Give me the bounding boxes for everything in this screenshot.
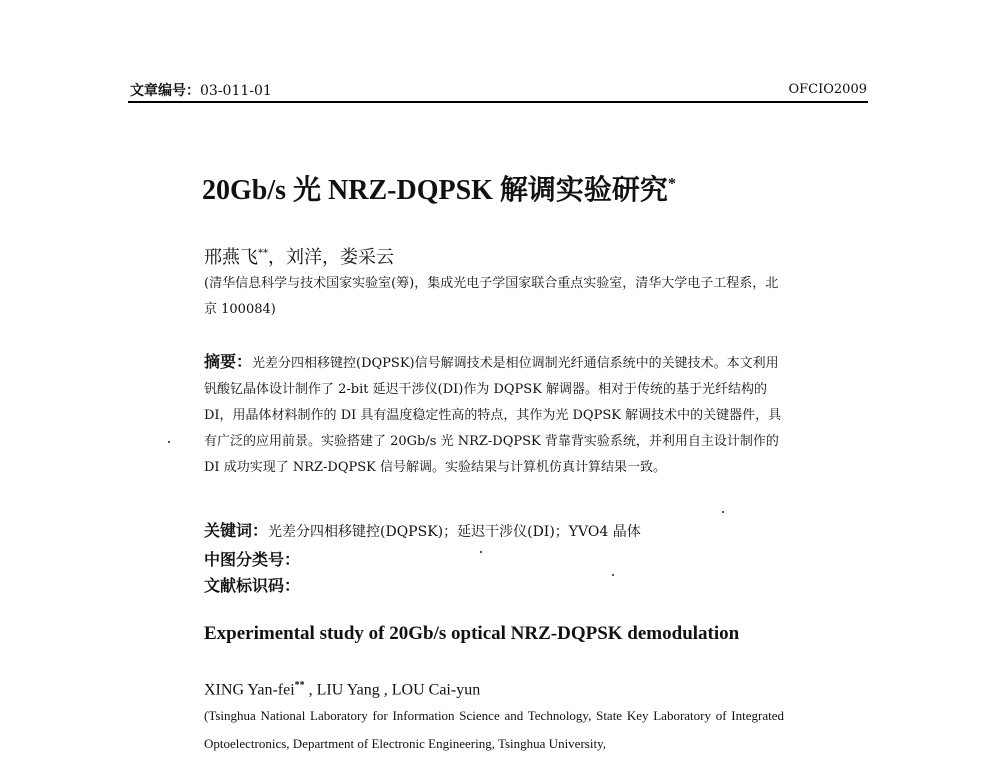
- english-affiliation: (Tsinghua National Laboratory for Information Science and Technology, State Key Laboratory of Integrated Optoelectronics, Department of Electronic Engineering, Tsinghua University,: [204, 708, 784, 751]
- english-first-author: XING Yan-fei: [204, 681, 295, 699]
- article-number-label: 文章编号：: [130, 83, 200, 99]
- document-code: [204, 573, 300, 596]
- abstract-label: 摘要：: [204, 352, 253, 371]
- scan-speck: [722, 511, 724, 513]
- keywords: [204, 518, 641, 541]
- article-number: [130, 80, 272, 100]
- first-author: 邢燕飞: [204, 247, 258, 268]
- scan-speck: [168, 441, 170, 443]
- english-coauthors: , LIU Yang , LOU Cai-yun: [304, 681, 481, 699]
- english-title: Experimental study of 20Gb/s optical NRZ-DQPSK demodulation: [204, 623, 740, 644]
- abstract: [204, 349, 784, 481]
- abstract-text: 光差分四相移键控(DQPSK)信号解调技术是相位调制光纤通信系统中的关键技术。本文利用钒酸钇晶体设计制作了 2-bit 延迟干涉仪(DI)作为 DQPSK 解调器。相对于传统的基于光纤结构的 DI，用晶体材料制作的 DI 具有温度稳定性高的特点，其作为光 DQPSK 解调技术中的关键器件，具有广泛的应用前景。实验搭建了 20Gb/s 光 NRZ-DQPSK 背靠背实验系统，并利用自主设计制作的 DI 成功实现了 NRZ-DQPSK 信号解调。实验结果与计算机仿真计算结果一致。: [204, 356, 782, 475]
- author-list: [204, 243, 394, 269]
- scan-speck: [480, 551, 482, 553]
- conference-code: OFCIO2009: [788, 82, 867, 97]
- keywords-label: 关键词：: [204, 521, 269, 540]
- document-code-label: 文献标识码：: [204, 576, 301, 595]
- scan-speck: [612, 574, 614, 576]
- keywords-text: 光差分四相移键控(DQPSK)；延迟干涉仪(DI)；YVO4 晶体: [268, 524, 641, 540]
- paper-title-text: 20Gb/s 光 NRZ-DQPSK 解调实验研究: [202, 175, 668, 206]
- title-footnote-mark: *: [667, 175, 676, 193]
- english-author-mark: **: [294, 680, 305, 691]
- coauthors: ，刘洋，娄采云: [268, 247, 394, 268]
- header-rule: [128, 101, 868, 103]
- author-footnote-mark: **: [258, 248, 268, 259]
- clc-number: [204, 547, 300, 570]
- paper-title: [202, 168, 676, 208]
- english-authors: [204, 680, 480, 699]
- article-number-value: 03-011-01: [200, 83, 272, 99]
- affiliation: (清华信息科学与技术国家实验室(筹)，集成光电子学国家联合重点实验室，清华大学电子工程系，北京 100084): [204, 276, 779, 317]
- clc-label: 中图分类号：: [204, 550, 301, 569]
